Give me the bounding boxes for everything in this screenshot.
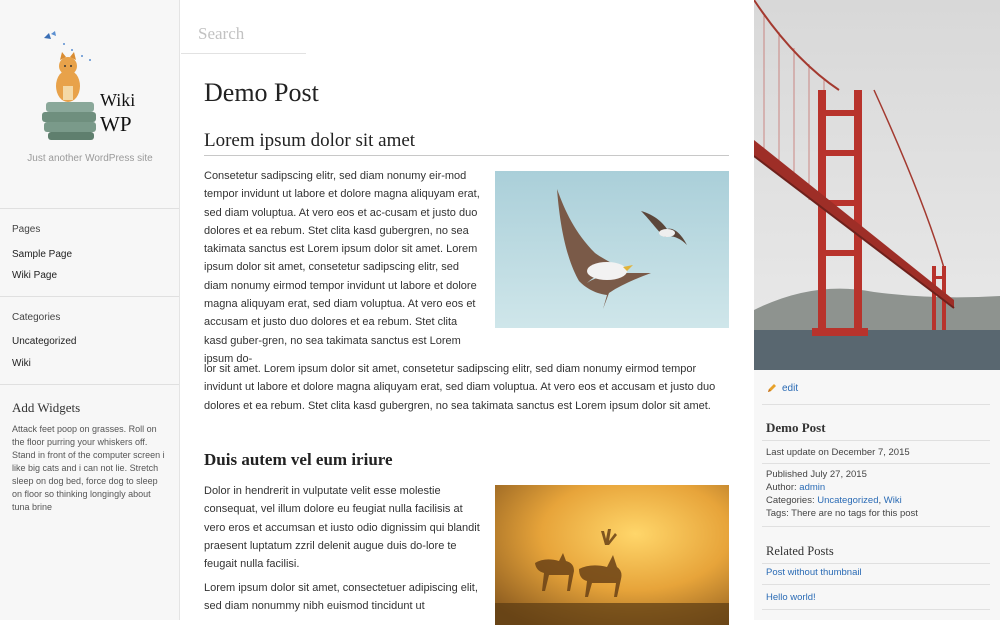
category-link-wiki[interactable]: Wiki (883, 495, 902, 506)
meta-post-title: Demo Post (766, 420, 826, 435)
add-widgets-title: Add Widgets (12, 400, 81, 415)
seagulls-image (495, 171, 729, 328)
categories-heading: Categories (12, 312, 61, 323)
tags-text: Tags: There are no tags for this post (766, 508, 918, 519)
related-post-link[interactable]: Hello world! (766, 592, 816, 603)
search-box (181, 18, 306, 54)
meta-divider (762, 563, 990, 564)
sidebar-divider (0, 384, 179, 385)
pages-heading: Pages (12, 224, 41, 235)
site-tagline: Just another WordPress site (27, 153, 153, 164)
author-line (766, 482, 825, 493)
sidebar-divider (0, 296, 179, 297)
author-label: Author: (766, 482, 800, 493)
sidebar-link-wiki-page[interactable]: Wiki Page (12, 270, 58, 281)
meta-divider (762, 404, 990, 405)
post-title: Demo Post (204, 78, 319, 107)
published-text: Published July 27, 2015 (766, 469, 867, 480)
sidebar-link-wiki[interactable]: Wiki (12, 358, 31, 369)
logo-text-wiki: Wiki (100, 90, 136, 110)
pencil-icon (766, 382, 778, 394)
meta-divider (762, 463, 990, 464)
category-separator: , (878, 495, 884, 506)
last-update-text: Last update on December 7, 2015 (766, 447, 910, 458)
edit-link-label: edit (782, 382, 799, 394)
meta-divider (762, 526, 990, 527)
categories-line (766, 495, 902, 506)
meta-divider (762, 440, 990, 441)
golden-gate-bridge-image (754, 0, 1000, 370)
related-posts-title: Related Posts (766, 544, 834, 558)
related-post-link[interactable]: Post without thumbnail (766, 567, 862, 578)
section-heading-lorem: Lorem ipsum dolor sit amet (204, 130, 416, 151)
cat-on-books-logo (38, 26, 148, 144)
deer-sunset-image (495, 485, 729, 625)
sidebar-divider (0, 208, 179, 209)
section-heading-duis: Duis autem vel eum iriure (204, 450, 393, 469)
logo-text-wp: WP (100, 112, 132, 136)
categories-label: Categories: (766, 495, 818, 506)
paragraph-1-continued: lor sit amet. Lorem ipsum dolor sit amet, consetetur sadipscing elitr, sed diam nonumy eirmod tempor invidunt ut labore et dolore magna aliquyam erat, sed diam voluptua. At vero eos et accusam et justo duo dolores et ea rebum. Stet clita kasd gubergren, no sea takimata sanctus est Lorem ipsum dolor sit amet. (204, 363, 716, 412)
add-widgets-text: Attack feet poop on grasses. Roll on the floor purring your whiskers off. Stand in front of the computer screen i like big cats and i can not lie. Stretch sleep on dog bed, force dog to sleep on floor so thinking longingly about tuna brine (12, 424, 165, 512)
paragraph-1: Consetetur sadipscing elitr, sed diam nonumy eir-mod tempor invidunt ut labore et dolore magna aliquyam erat, sed diam voluptua. At vero eos et ac-cusam et justo duo dolores et ea rebum. Stet clita kasd gubergren, no sea takimata sanctus est Lorem ipsum dolor sit amet. Lorem ipsum dolor sit amet, consetetur sadipscing elitr, sed diam nonumy eirmod tempor invidunt ut labore et dolore magna aliquyam erat, sed diam voluptua. At vero eos et accusam et justo duo dolores et ea rebum. Stet clita kasd guber-gren, no sea takimata sanctus est Lorem ipsum do- (204, 170, 480, 365)
left-sidebar (0, 0, 180, 620)
author-link[interactable]: admin (799, 482, 826, 493)
site-logo[interactable] (38, 26, 148, 144)
category-link-uncategorized[interactable]: Uncategorized (817, 495, 879, 506)
sidebar-link-uncategorized[interactable]: Uncategorized (12, 336, 77, 347)
sidebar-link-sample-page[interactable]: Sample Page (12, 249, 73, 260)
edit-link[interactable] (766, 382, 798, 394)
search-input[interactable] (181, 18, 318, 44)
section-divider (204, 155, 729, 156)
paragraph-3: Lorem ipsum dolor sit amet, consectetuer adipiscing elit, sed diam nonummy nibh euismod tincidunt ut (204, 582, 478, 613)
paragraph-2: Dolor in hendrerit in vulputate velit esse molestie consequat, vel illum dolore eu feugiat nulla facilisis at vero eros et accumsan et iusto odio dignissim qui blandit praesent luptatum zzril delenit augue duis do-lore te feugait nulla facilisi. (204, 485, 480, 571)
meta-divider (762, 609, 990, 610)
meta-divider (762, 584, 990, 585)
